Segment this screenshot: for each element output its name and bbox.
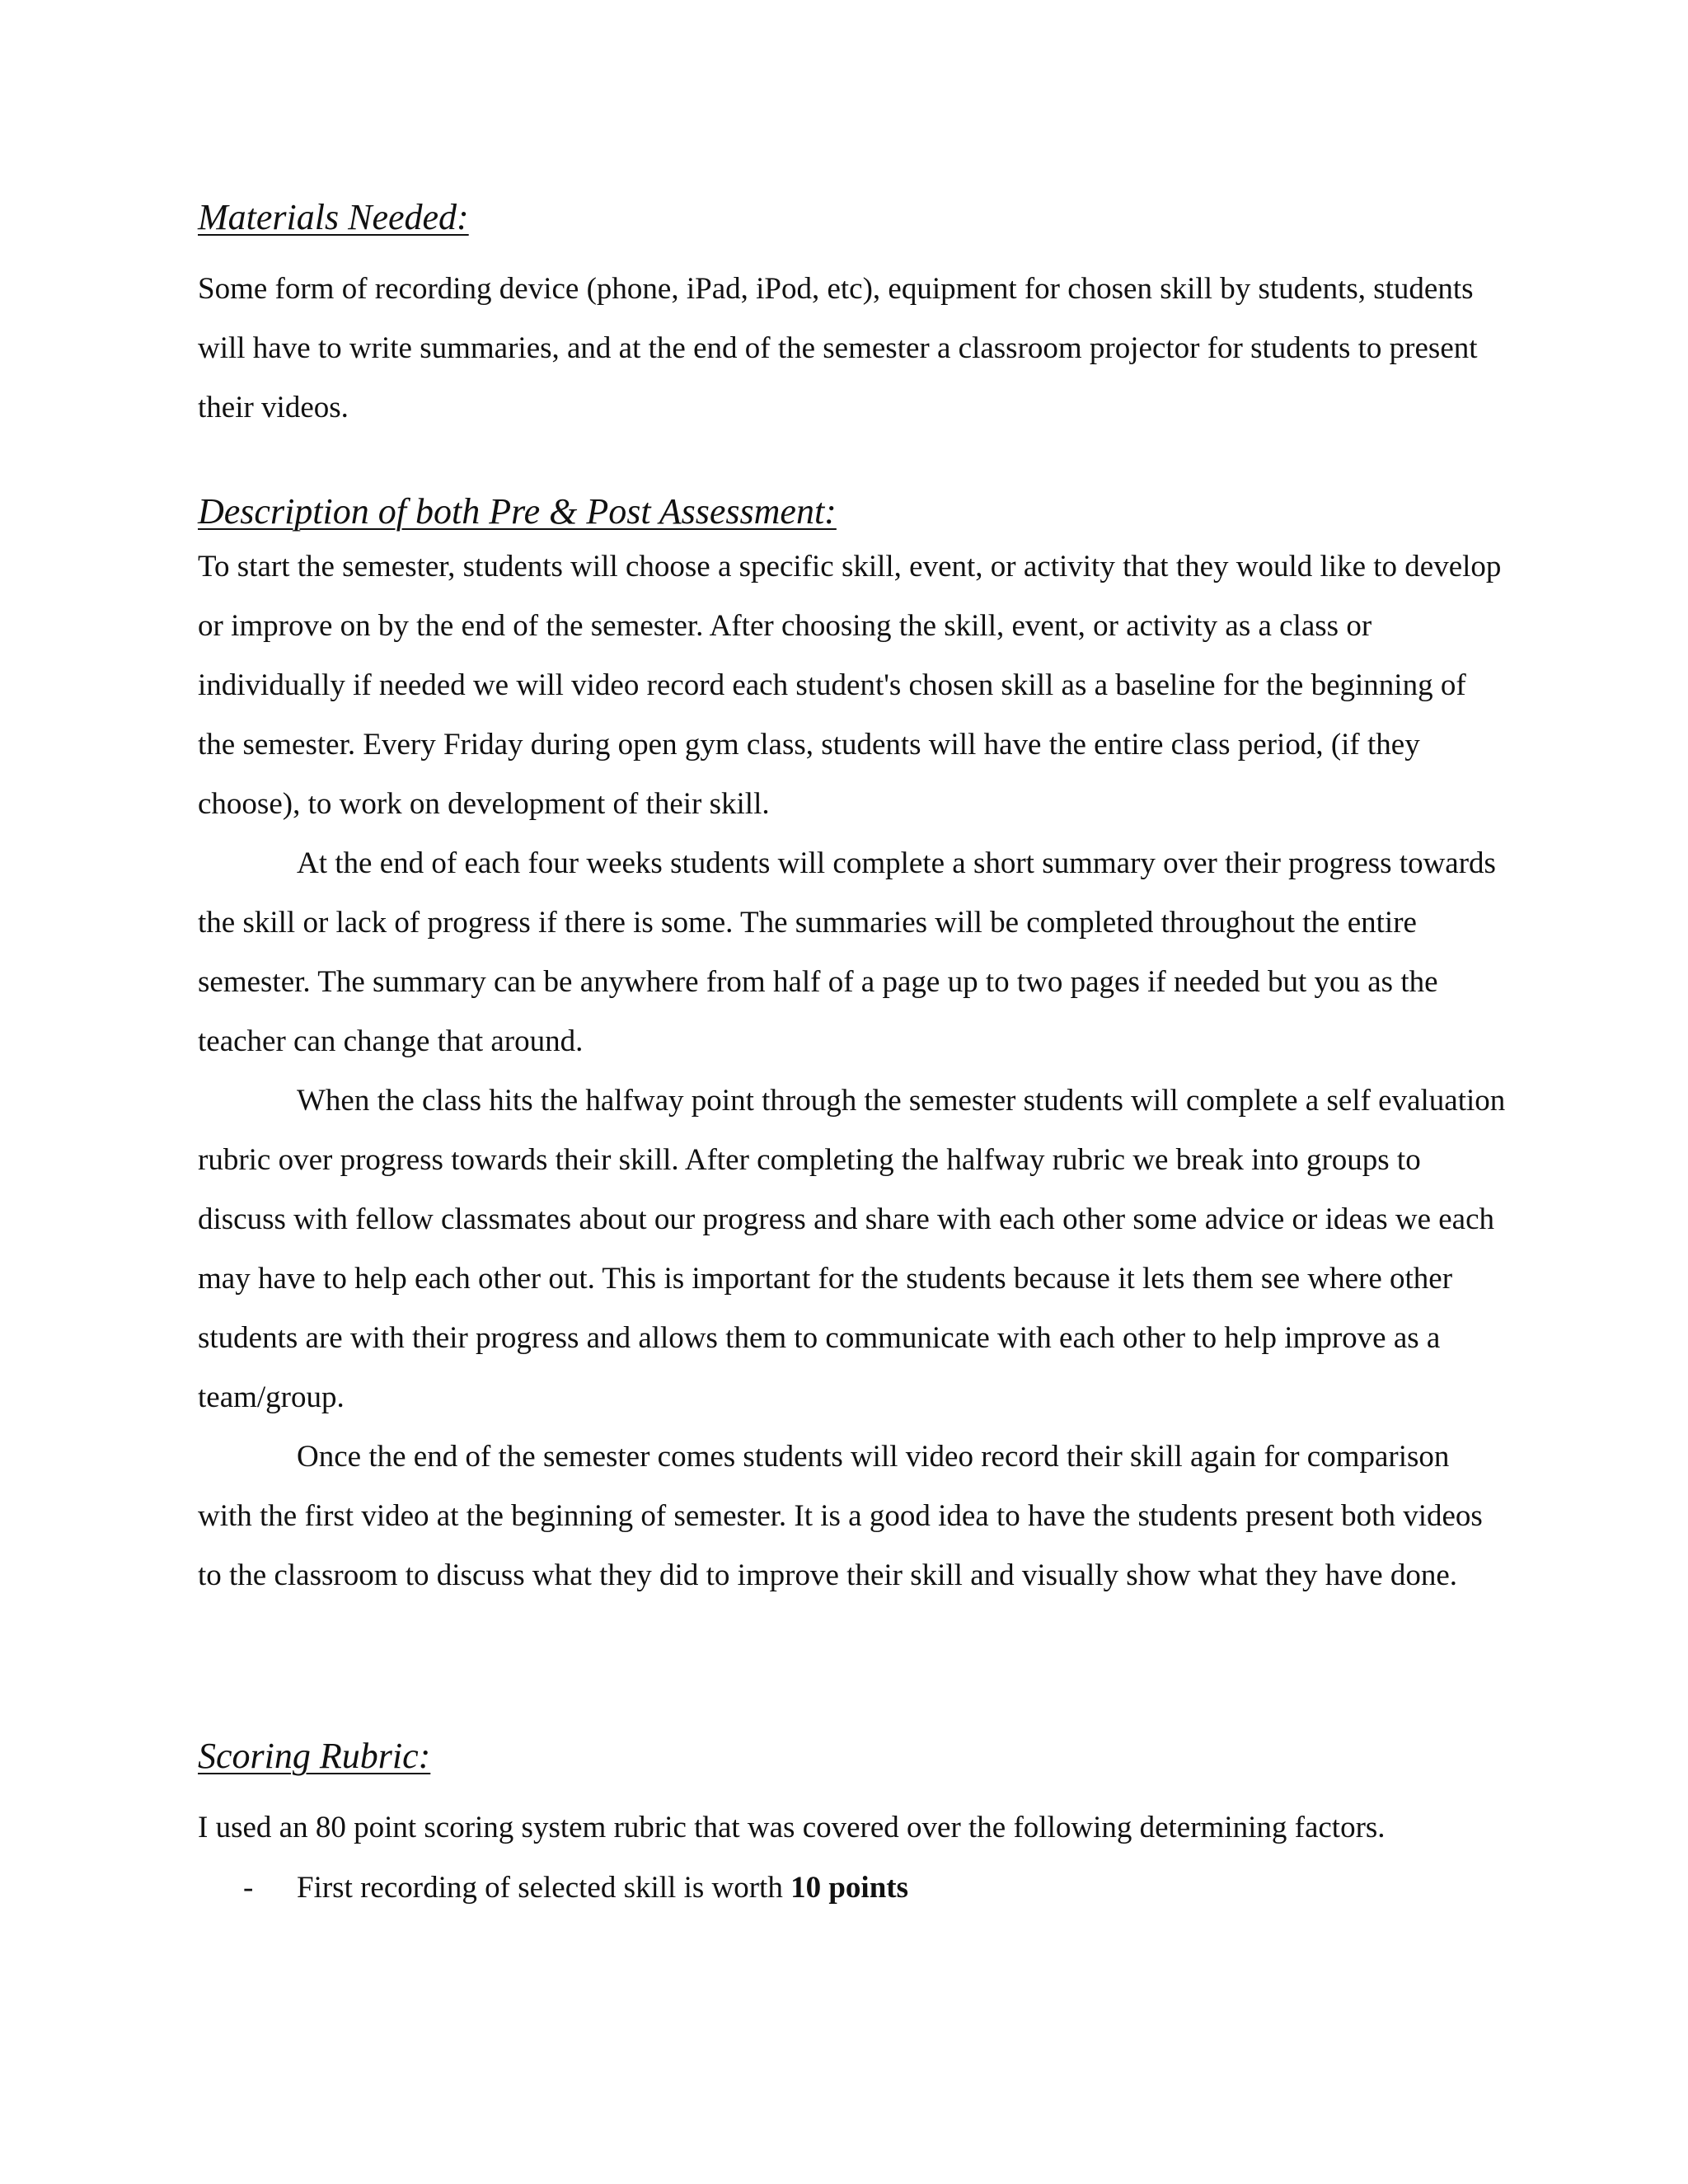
assessment-paragraph-4: Once the end of the semester comes students will video record their skill again for comparison with the first video at the beginning of semester. It is a good idea to have the students present both videos to the classroom to discuss what they did to improve their skill and visually show what they have done. — [198, 1440, 1483, 1592]
rubric-intro: I used an 80 point scoring system rubric that was covered over the following determining factors. — [198, 1811, 1386, 1844]
materials-text: Some form of recording device (phone, iPad, iPod, etc), equipment for chosen skill by students, students will have to write summaries, and at the end of the semester a classroom projector for students to present their videos. — [198, 272, 1478, 424]
assessment-paragraph-3: When the class hits the halfway point through the semester students will complete a self evaluation rubric over progress towards their skill. After completing the halfway rubric we break into groups to discuss with fellow classmates about our progress and share with each other some advice or ideas we each may have to help each other out. This is important for the students because it lets them see where other students are with their progress and allows them to communicate with each other to help improve as a team/group. — [198, 1084, 1506, 1414]
rubric-item-text: First recording of selected skill is worth — [297, 1871, 791, 1905]
rubric-heading: Scoring Rubric: — [198, 1736, 431, 1776]
materials-heading: Materials Needed: — [198, 197, 469, 237]
assessment-paragraph-2: At the end of each four weeks students will complete a short summary over their progress towards the skill or lack of progress if there is some. The summaries will be completed throughout the entire semester. The summary can be anywhere from half of a page up to two pages if needed but you as the teacher can change that around. — [198, 846, 1496, 1058]
rubric-item-points: 10 points — [790, 1871, 908, 1905]
document-page — [198, 0, 1506, 2184]
assessment-heading: Description of both Pre & Post Assessment: — [198, 491, 837, 532]
assessment-paragraph-1: To start the semester, students will choose a specific skill, event, or activity that they would like to develop or improve on by the end of the semester. After choosing the skill, event, or activity as a class or individually if needed we will video record each student's chosen skill as a baseline for the beginning of the semester. Every Friday during open gym class, students will have the entire class period, (if they choose), to work on development of their skill. — [198, 550, 1502, 821]
bullet-dash: - — [243, 1871, 254, 1905]
rubric-list-item — [243, 1858, 908, 1918]
